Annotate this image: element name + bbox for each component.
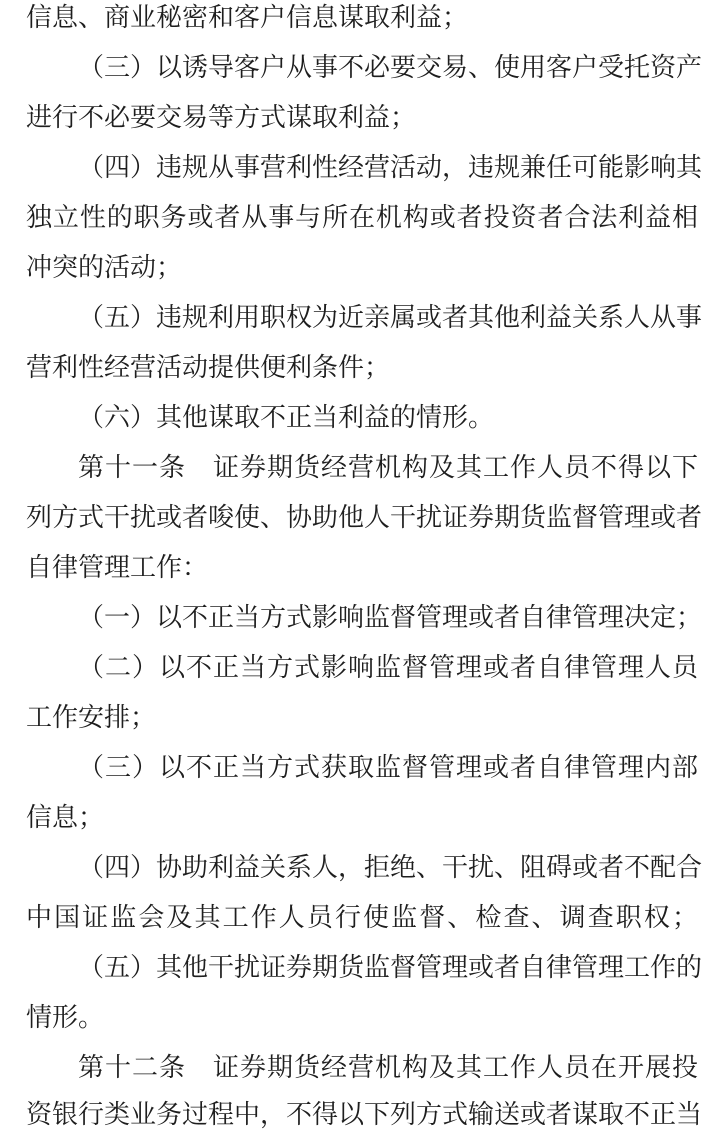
- text-line: （三）以诱导客户从事不必要交易、使用客户受托资产: [78, 53, 703, 83]
- text-line: （一）以不正当方式影响监督管理或者自律管理决定；: [78, 603, 703, 633]
- text-line: 自律管理工作：: [26, 553, 209, 583]
- text-line: 情形。: [26, 1003, 105, 1033]
- text-line: （五）其他干扰证券期货监督管理或者自律管理工作的: [78, 953, 703, 983]
- text-line: （六）其他谋取不正当利益的情形。: [78, 403, 495, 433]
- text-line: 独立性的职务或者从事与所在机构或者投资者合法利益相: [26, 203, 698, 233]
- article-heading-line: 第十二条 证券期货经营机构及其工作人员在开展投: [78, 1053, 698, 1083]
- text-line: （四）违规从事营利性经营活动，违规兼任可能影响其: [78, 153, 703, 183]
- text-line: 信息、商业秘密和客户信息谋取利益；: [26, 3, 469, 33]
- text-line: 工作安排；: [26, 703, 157, 733]
- text-line: 列方式干扰或者唆使、协助他人干扰证券期货监督管理或者: [26, 503, 703, 533]
- text-line: 中国证监会及其工作人员行使监督、检查、调查职权；: [26, 903, 698, 933]
- text-line: （二）以不正当方式影响监督管理或者自律管理人员: [78, 653, 698, 683]
- text-line: 冲突的活动；: [26, 253, 183, 283]
- text-line: （三）以不正当方式获取监督管理或者自律管理内部: [78, 753, 698, 783]
- text-line: （四）协助利益关系人，拒绝、干扰、阻碍或者不配合: [78, 853, 703, 883]
- text-line: 营利性经营活动提供便利条件；: [26, 353, 391, 383]
- text-line: 进行不必要交易等方式谋取利益；: [26, 103, 417, 133]
- text-line: （五）违规利用职权为近亲属或者其他利益关系人从事: [78, 303, 703, 333]
- text-line: 资银行类业务过程中，不得以下列方式输送或者谋取不正当: [26, 1100, 703, 1130]
- article-heading-line: 第十一条 证券期货经营机构及其工作人员不得以下: [78, 453, 698, 483]
- text-line: 信息；: [26, 803, 105, 833]
